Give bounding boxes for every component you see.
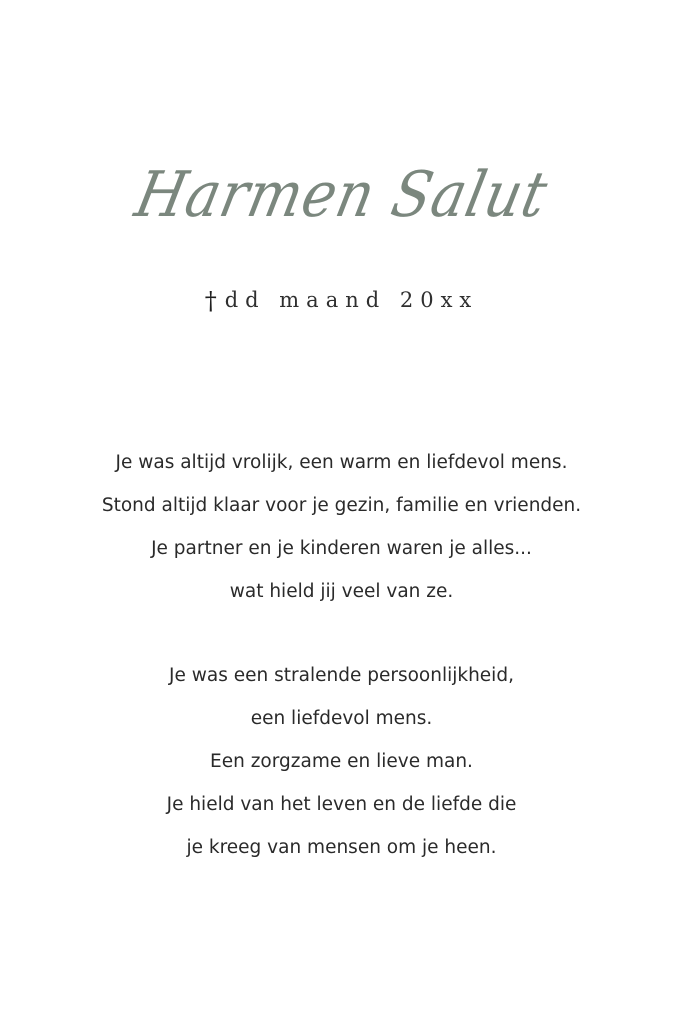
cross-icon: † [204, 287, 217, 315]
verse-line: Een zorgzame en lieve man. [210, 751, 473, 772]
verse-line: Je was altijd vrolijk, een warm en liefdevol mens. [115, 452, 568, 473]
verse-line: Je partner en je kinderen waren je alles... [151, 538, 532, 559]
verse-stanza-2 [0, 654, 683, 869]
verse-line: een liefdevol mens. [250, 708, 433, 729]
verse-line: wat hield jij veel van ze. [229, 581, 454, 602]
date-line [0, 288, 683, 313]
deceased-name: Harmen Salut [129, 159, 555, 232]
date-text: dd maand 20xx [224, 288, 479, 312]
verse-line: Stond altijd klaar voor je gezin, familie en vrienden. [101, 495, 582, 516]
verse-line: Je was een stralende persoonlijkheid, [169, 665, 514, 686]
verse-stanza-1 [0, 441, 683, 613]
verse-line: je kreeg van mensen om je heen. [186, 837, 497, 858]
verse-line: Je hield van het leven en de liefde die [166, 794, 517, 815]
